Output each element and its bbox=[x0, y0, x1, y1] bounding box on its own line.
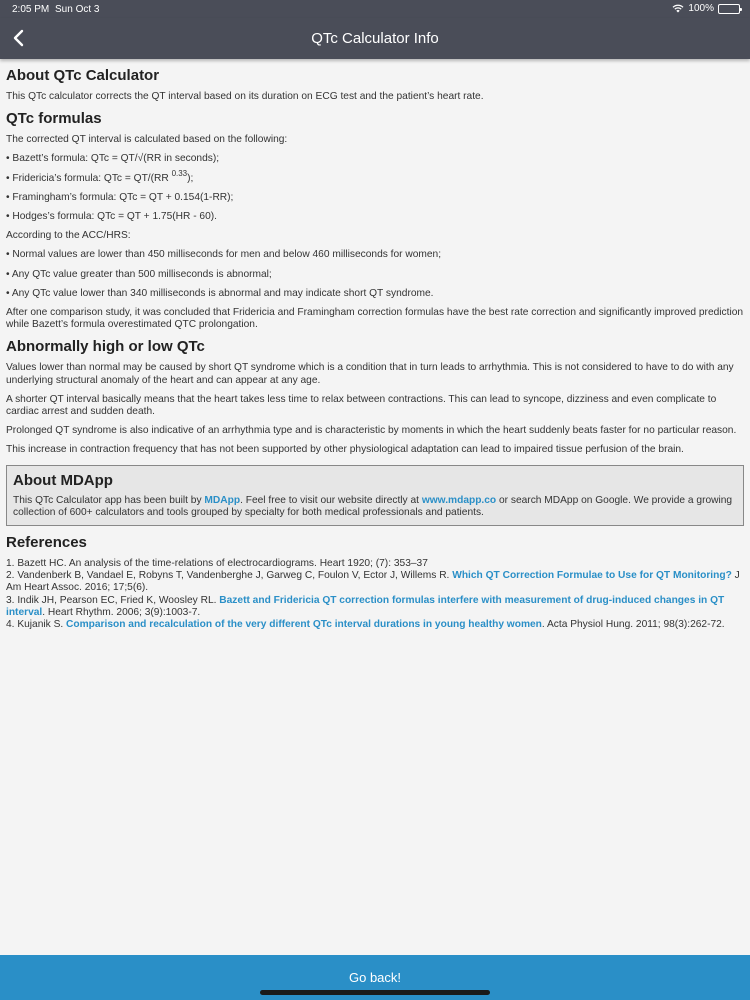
mdapp-heading: About MDApp bbox=[13, 471, 113, 489]
hodges-formula: • Hodges’s formula: QTc = QT + 1.75(HR - 60). bbox=[6, 211, 217, 223]
navigation-bar bbox=[0, 18, 750, 59]
about-mdapp-box bbox=[6, 465, 744, 526]
reference-3: 3. Indik JH, Pearson EC, Fried K, Woosley RL. Bazett and Fridericia QT correction formulas interfere with measurement of drug-induced changes in QT interval. Heart Rhythm. 2006; 3(9):1003-7. bbox=[6, 594, 725, 618]
reference-2-link[interactable]: Which QT Correction Formulae to Use for QT Monitoring? bbox=[452, 570, 732, 582]
about-text: This QTc calculator corrects the QT interval based on its duration on ECG test and the patient’s heart rate. bbox=[6, 91, 484, 102]
fridericia-formula: • Fridericia’s formula: QTc = QT/(RR $^{0.33}$); bbox=[6, 168, 194, 184]
reference-1: 1. Bazett HC. An analysis of the time-relations of electrocardiograms. Heart 1920; (7): 353–37 bbox=[6, 558, 428, 570]
info-content bbox=[6, 62, 744, 631]
wifi-icon bbox=[672, 4, 684, 13]
go-back-button[interactable]: Go back! bbox=[0, 955, 750, 1000]
references-heading: References bbox=[6, 534, 87, 552]
formulas-intro: The corrected QT interval is calculated based on the following: bbox=[6, 134, 288, 146]
abnormal-paragraph-4: This increase in contraction frequency that has not been supported by other physiological adaptation can lead to impaired tissue perfusion of the brain. bbox=[6, 444, 684, 456]
fridericia-exponent: 0.33 bbox=[171, 168, 188, 178]
reference-3-link[interactable]: Bazett and Fridericia QT correction formulas interfere with measurement of drug-induced changes in QT interval bbox=[6, 594, 725, 618]
bazett-formula: • Bazett’s formula: QTc = QT/√(RR in seconds); bbox=[6, 153, 220, 165]
status-date: Sun Oct 3 bbox=[55, 4, 100, 15]
status-time: 2:05 PM bbox=[12, 4, 50, 15]
reference-4-link[interactable]: Comparison and recalculation of the very different QTc interval durations in young healthy women bbox=[66, 619, 542, 631]
comparison-study-text: After one comparison study, it was concluded that Fridericia and Framingham correction formulas have the best rate correction and significantly improved prediction while Bazett’s formula overestimated QTC prolongation. bbox=[6, 307, 744, 331]
references-list bbox=[6, 558, 744, 631]
mdapp-text: This QTc Calculator app has been built by MDApp. Feel free to visit our website directly at www.mdapp.co or search MDApp on Google. We provide a growing collection of 600+ calculators and tools grouped by specialty for both medical professionals and patients. bbox=[13, 494, 733, 518]
reference-4: 4. Kujanik S. Comparison and recalculation of the very different QTc interval durations in young healthy women. Acta Physiol Hung. 2011; 98(3):262-72. bbox=[6, 619, 725, 631]
greater-500-bullet: • Any QTc value greater than 500 milliseconds is abnormal; bbox=[6, 268, 272, 280]
abnormal-paragraph-1: Values lower than normal may be caused by short QT syndrome which is a condition that in turn leads to arrhythmia. This is not considered to have to do with any underlying structural anomaly of the heart and can appear at any age. bbox=[6, 362, 734, 386]
abnormal-heading: Abnormally high or low QTc bbox=[6, 338, 205, 356]
lower-340-bullet: • Any QTc value lower than 340 milliseconds is abnormal and may indicate short QT syndrome. bbox=[6, 287, 434, 299]
mdapp-link[interactable]: MDApp bbox=[204, 494, 241, 506]
home-indicator bbox=[260, 990, 490, 995]
abnormal-paragraph-2: A shorter QT interval basically means that the heart takes less time to relax between contractions. This can lead to syncope, dizziness and even complicate to cardiac arrest and sudden death. bbox=[6, 393, 717, 418]
acc-hrs-label: According to the ACC/HRS: bbox=[6, 230, 131, 242]
formulas-heading: QTc formulas bbox=[6, 110, 102, 128]
page-title: QTc Calculator Info bbox=[311, 30, 439, 47]
framingham-formula: • Framingham’s formula: QTc = QT + 0.154(1-RR); bbox=[6, 191, 234, 203]
about-heading: About QTc Calculator bbox=[6, 67, 160, 84]
battery-icon bbox=[718, 4, 740, 14]
battery-percent: 100% bbox=[688, 3, 714, 14]
abnormal-paragraph-3: Prolonged QT syndrome is also indicative of an arrhythmia type and is characteristic by moments in which the heart suddenly beats faster for no particular reason. bbox=[6, 425, 737, 437]
status-right bbox=[672, 3, 740, 14]
mdapp-website-link[interactable]: www.mdapp.co bbox=[421, 494, 497, 506]
reference-2: 2. Vandenberk B, Vandael E, Robyns T, Vandenberghe J, Garweg C, Foulon V, Ector J, Willems R. Which QT Correction Formulae to Use for QT Monitoring? J Am Heart Assoc. 2016; 17;5(6). bbox=[6, 570, 740, 594]
normal-values-bullet: • Normal values are lower than 450 milliseconds for men and below 460 milliseconds for women; bbox=[6, 249, 442, 261]
status-bar bbox=[0, 0, 750, 18]
